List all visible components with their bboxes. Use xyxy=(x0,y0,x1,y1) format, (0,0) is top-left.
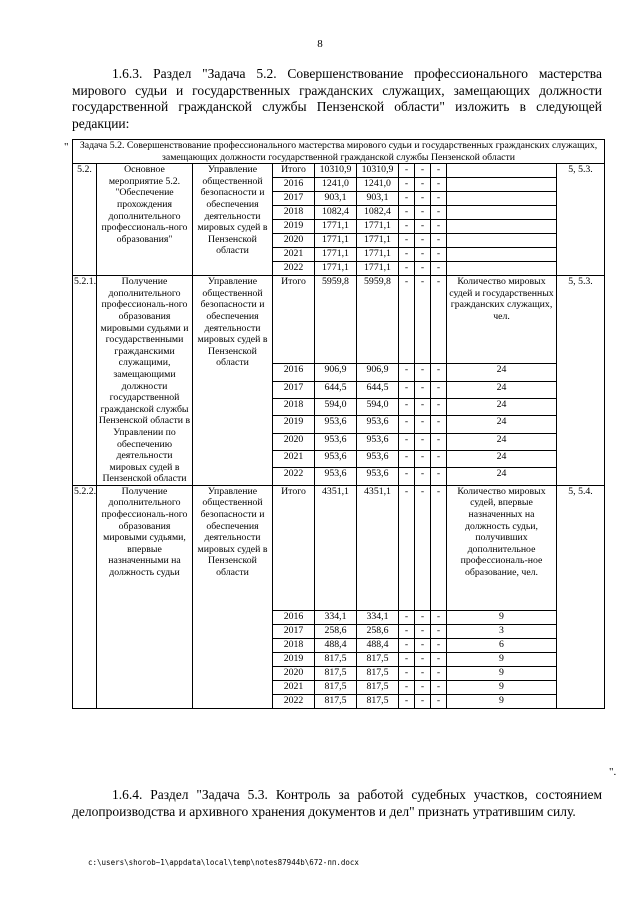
year-cell: 2018 xyxy=(273,638,315,652)
program-table xyxy=(72,139,605,709)
budget-cell: 1771,1 xyxy=(357,248,399,262)
year-cell: 2022 xyxy=(273,694,315,708)
budget-cell: 1241,0 xyxy=(357,178,399,192)
fund-cell-2: - xyxy=(415,262,431,276)
fund-cell-2: - xyxy=(415,364,431,381)
total-cell: 644,5 xyxy=(315,381,357,398)
fund-cell-2: - xyxy=(415,624,431,638)
measure-name: Получение дополнительного профессиональ-ного образования мировыми судьями, впервые назначенными на должность судьи xyxy=(97,485,193,708)
fund-cell-3: - xyxy=(431,262,447,276)
fund-cell-1: - xyxy=(399,206,415,220)
fund-cell-3: - xyxy=(431,206,447,220)
year-cell: 2020 xyxy=(273,234,315,248)
fund-cell-1: - xyxy=(399,276,415,364)
page-number: 8 xyxy=(317,38,323,50)
budget-cell: 903,1 xyxy=(357,192,399,206)
budget-cell: 817,5 xyxy=(357,694,399,708)
fund-cell-1: - xyxy=(399,451,415,468)
fund-cell-1: - xyxy=(399,666,415,680)
fund-cell-2: - xyxy=(415,164,431,178)
fund-cell-2: - xyxy=(415,652,431,666)
fund-cell-3: - xyxy=(431,433,447,450)
indicator-cell xyxy=(447,192,557,206)
total-cell: 953,6 xyxy=(315,451,357,468)
total-cell: 594,0 xyxy=(315,398,357,415)
fund-cell-1: - xyxy=(399,638,415,652)
year-cell: 2021 xyxy=(273,451,315,468)
indicator-cell: 24 xyxy=(447,433,557,450)
indicator-cell: 24 xyxy=(447,451,557,468)
table-row xyxy=(73,276,605,364)
total-cell: 258,6 xyxy=(315,624,357,638)
year-cell: 2021 xyxy=(273,248,315,262)
fund-cell-3: - xyxy=(431,192,447,206)
indicator-cell xyxy=(447,206,557,220)
fund-cell-2: - xyxy=(415,680,431,694)
budget-cell: 1082,4 xyxy=(357,206,399,220)
fund-cell-1: - xyxy=(399,248,415,262)
indicator-cell: Количество мировых судей и государственных гражданских служащих, чел. xyxy=(447,276,557,364)
fund-cell-1: - xyxy=(399,234,415,248)
budget-cell: 334,1 xyxy=(357,610,399,624)
total-cell: 1771,1 xyxy=(315,248,357,262)
footer-file-path: c:\users\shorob~1\appdata\local\temp\notes87944b\672-пп.docx xyxy=(88,858,359,867)
total-cell: 817,5 xyxy=(315,694,357,708)
indicator-cell xyxy=(447,248,557,262)
indicator-cell: 24 xyxy=(447,398,557,415)
fund-cell-1: - xyxy=(399,364,415,381)
fund-cell-2: - xyxy=(415,638,431,652)
year-cell: Итого xyxy=(273,485,315,610)
total-cell: 5959,8 xyxy=(315,276,357,364)
measure-number: 5.2.2. xyxy=(73,485,97,708)
fund-cell-3: - xyxy=(431,381,447,398)
total-cell: 953,6 xyxy=(315,416,357,433)
fund-cell-3: - xyxy=(431,398,447,415)
indicator-cell: 9 xyxy=(447,652,557,666)
indicator-cell: 9 xyxy=(447,694,557,708)
total-cell: 334,1 xyxy=(315,610,357,624)
year-cell: 2016 xyxy=(273,364,315,381)
measure-number: 5.2.1. xyxy=(73,276,97,486)
fund-cell-1: - xyxy=(399,624,415,638)
indicator-cell xyxy=(447,178,557,192)
year-cell: 2019 xyxy=(273,652,315,666)
fund-cell-2: - xyxy=(415,220,431,234)
indicator-cell xyxy=(447,220,557,234)
fund-cell-1: - xyxy=(399,178,415,192)
year-cell: 2019 xyxy=(273,416,315,433)
fund-cell-1: - xyxy=(399,485,415,610)
fund-cell-1: - xyxy=(399,610,415,624)
measure-name: Получение дополнительного профессиональ-ного образования мировыми судьями и государственными гражданскими служащими, замещающими должности государственной гражданской службы Пензенской области в Управлении по обеспечению деятельности мировых судей в Пензенской области xyxy=(97,276,193,486)
year-cell: 2019 xyxy=(273,220,315,234)
fund-cell-3: - xyxy=(431,364,447,381)
budget-cell: 488,4 xyxy=(357,638,399,652)
quote-open: " xyxy=(64,141,69,153)
budget-cell: 817,5 xyxy=(357,666,399,680)
fund-cell-2: - xyxy=(415,468,431,485)
budget-cell: 953,6 xyxy=(357,468,399,485)
fund-cell-1: - xyxy=(399,220,415,234)
indicator-cell: 24 xyxy=(447,364,557,381)
budget-cell: 10310,9 xyxy=(357,164,399,178)
budget-cell: 1771,1 xyxy=(357,262,399,276)
measure-executor: Управление общественной безопасности и обеспечения деятельности мировых судей в Пензенской области xyxy=(193,485,273,708)
table-row xyxy=(73,164,605,178)
fund-cell-2: - xyxy=(415,248,431,262)
table-header: Задача 5.2. Совершенствование профессионального мастерства мирового судьи и государственных гражданских служащих, замещающих должности государственной гражданской службы Пензенской области xyxy=(73,140,605,164)
total-cell: 906,9 xyxy=(315,364,357,381)
fund-cell-3: - xyxy=(431,485,447,610)
year-cell: 2018 xyxy=(273,206,315,220)
budget-cell: 4351,1 xyxy=(357,485,399,610)
measure-executor: Управление общественной безопасности и обеспечения деятельности мировых судей в Пензенской области xyxy=(193,276,273,486)
indicator-cell: 3 xyxy=(447,624,557,638)
fund-cell-2: - xyxy=(415,234,431,248)
total-cell: 1771,1 xyxy=(315,262,357,276)
indicator-cell: 24 xyxy=(447,381,557,398)
fund-cell-2: - xyxy=(415,398,431,415)
fund-cell-2: - xyxy=(415,451,431,468)
total-cell: 817,5 xyxy=(315,680,357,694)
budget-cell: 1771,1 xyxy=(357,234,399,248)
fund-cell-3: - xyxy=(431,416,447,433)
year-cell: Итого xyxy=(273,164,315,178)
fund-cell-1: - xyxy=(399,433,415,450)
total-cell: 817,5 xyxy=(315,666,357,680)
paragraph-1-6-3: 1.6.3. Раздел "Задача 5.2. Совершенствование профессионального мастерства мирового судьи и государственных гражданских служащих, замещающих должности государственной гражданской службы Пензенской области" изложить в следующей редакции: xyxy=(72,66,602,131)
fund-cell-3: - xyxy=(431,694,447,708)
total-cell: 4351,1 xyxy=(315,485,357,610)
year-cell: 2017 xyxy=(273,624,315,638)
table-row xyxy=(73,485,605,610)
measure-name: Основное мероприятие 5.2. "Обеспечение прохождения дополнительного профессиональ-ного образования" xyxy=(97,164,193,276)
fund-cell-2: - xyxy=(415,192,431,206)
budget-cell: 906,9 xyxy=(357,364,399,381)
fund-cell-1: - xyxy=(399,468,415,485)
indicator-cell xyxy=(447,234,557,248)
budget-cell: 5959,8 xyxy=(357,276,399,364)
fund-cell-3: - xyxy=(431,610,447,624)
year-cell: 2021 xyxy=(273,680,315,694)
total-cell: 488,4 xyxy=(315,638,357,652)
budget-cell: 258,6 xyxy=(357,624,399,638)
fund-cell-3: - xyxy=(431,666,447,680)
year-cell: 2016 xyxy=(273,178,315,192)
total-cell: 1771,1 xyxy=(315,234,357,248)
fund-cell-2: - xyxy=(415,610,431,624)
indicator-cell: 9 xyxy=(447,666,557,680)
budget-cell: 594,0 xyxy=(357,398,399,415)
measure-number: 5.2. xyxy=(73,164,97,276)
fund-cell-3: - xyxy=(431,624,447,638)
fund-cell-2: - xyxy=(415,694,431,708)
paragraph-1-6-4: 1.6.4. Раздел "Задача 5.3. Контроль за работой судебных участков, состоянием делопроизводства и архивного хранения документов и дел" признать утратившим силу. xyxy=(72,787,602,819)
fund-cell-1: - xyxy=(399,381,415,398)
fund-cell-1: - xyxy=(399,164,415,178)
total-cell: 817,5 xyxy=(315,652,357,666)
fund-cell-1: - xyxy=(399,680,415,694)
fund-cell-2: - xyxy=(415,416,431,433)
fund-cell-1: - xyxy=(399,652,415,666)
budget-cell: 953,6 xyxy=(357,416,399,433)
indicator-cell: 9 xyxy=(447,680,557,694)
fund-cell-2: - xyxy=(415,433,431,450)
total-cell: 1241,0 xyxy=(315,178,357,192)
indicator-cell: 9 xyxy=(447,610,557,624)
fund-cell-2: - xyxy=(415,178,431,192)
fund-cell-2: - xyxy=(415,206,431,220)
year-cell: 2022 xyxy=(273,262,315,276)
fund-cell-1: - xyxy=(399,416,415,433)
target-link: 5, 5.3. xyxy=(557,164,605,276)
total-cell: 953,6 xyxy=(315,433,357,450)
fund-cell-3: - xyxy=(431,164,447,178)
fund-cell-3: - xyxy=(431,468,447,485)
total-cell: 1082,4 xyxy=(315,206,357,220)
budget-cell: 1771,1 xyxy=(357,220,399,234)
budget-cell: 817,5 xyxy=(357,680,399,694)
fund-cell-3: - xyxy=(431,234,447,248)
total-cell: 1771,1 xyxy=(315,220,357,234)
fund-cell-3: - xyxy=(431,276,447,364)
quote-close: ". xyxy=(609,766,617,778)
year-cell: 2020 xyxy=(273,433,315,450)
total-cell: 903,1 xyxy=(315,192,357,206)
fund-cell-3: - xyxy=(431,652,447,666)
target-link: 5, 5.3. xyxy=(557,276,605,486)
year-cell: 2017 xyxy=(273,381,315,398)
total-cell: 10310,9 xyxy=(315,164,357,178)
fund-cell-3: - xyxy=(431,451,447,468)
target-link: 5, 5.4. xyxy=(557,485,605,708)
budget-cell: 644,5 xyxy=(357,381,399,398)
fund-cell-1: - xyxy=(399,262,415,276)
fund-cell-1: - xyxy=(399,398,415,415)
fund-cell-1: - xyxy=(399,694,415,708)
budget-cell: 817,5 xyxy=(357,652,399,666)
fund-cell-2: - xyxy=(415,276,431,364)
indicator-cell: Количество мировых судей, впервые назначенных на должность судьи, получивших дополнительное профессиональ-ное образование, чел. xyxy=(447,485,557,610)
budget-cell: 953,6 xyxy=(357,433,399,450)
measure-executor: Управление общественной безопасности и обеспечения деятельности мировых судей в Пензенской области xyxy=(193,164,273,276)
fund-cell-3: - xyxy=(431,638,447,652)
year-cell: 2022 xyxy=(273,468,315,485)
indicator-cell xyxy=(447,262,557,276)
fund-cell-2: - xyxy=(415,381,431,398)
fund-cell-3: - xyxy=(431,248,447,262)
total-cell: 953,6 xyxy=(315,468,357,485)
year-cell: 2017 xyxy=(273,192,315,206)
indicator-cell xyxy=(447,164,557,178)
fund-cell-2: - xyxy=(415,666,431,680)
budget-cell: 953,6 xyxy=(357,451,399,468)
year-cell: 2020 xyxy=(273,666,315,680)
fund-cell-3: - xyxy=(431,220,447,234)
fund-cell-3: - xyxy=(431,680,447,694)
year-cell: 2018 xyxy=(273,398,315,415)
indicator-cell: 6 xyxy=(447,638,557,652)
year-cell: 2016 xyxy=(273,610,315,624)
indicator-cell: 24 xyxy=(447,468,557,485)
fund-cell-2: - xyxy=(415,485,431,610)
fund-cell-3: - xyxy=(431,178,447,192)
indicator-cell: 24 xyxy=(447,416,557,433)
year-cell: Итого xyxy=(273,276,315,364)
fund-cell-1: - xyxy=(399,192,415,206)
